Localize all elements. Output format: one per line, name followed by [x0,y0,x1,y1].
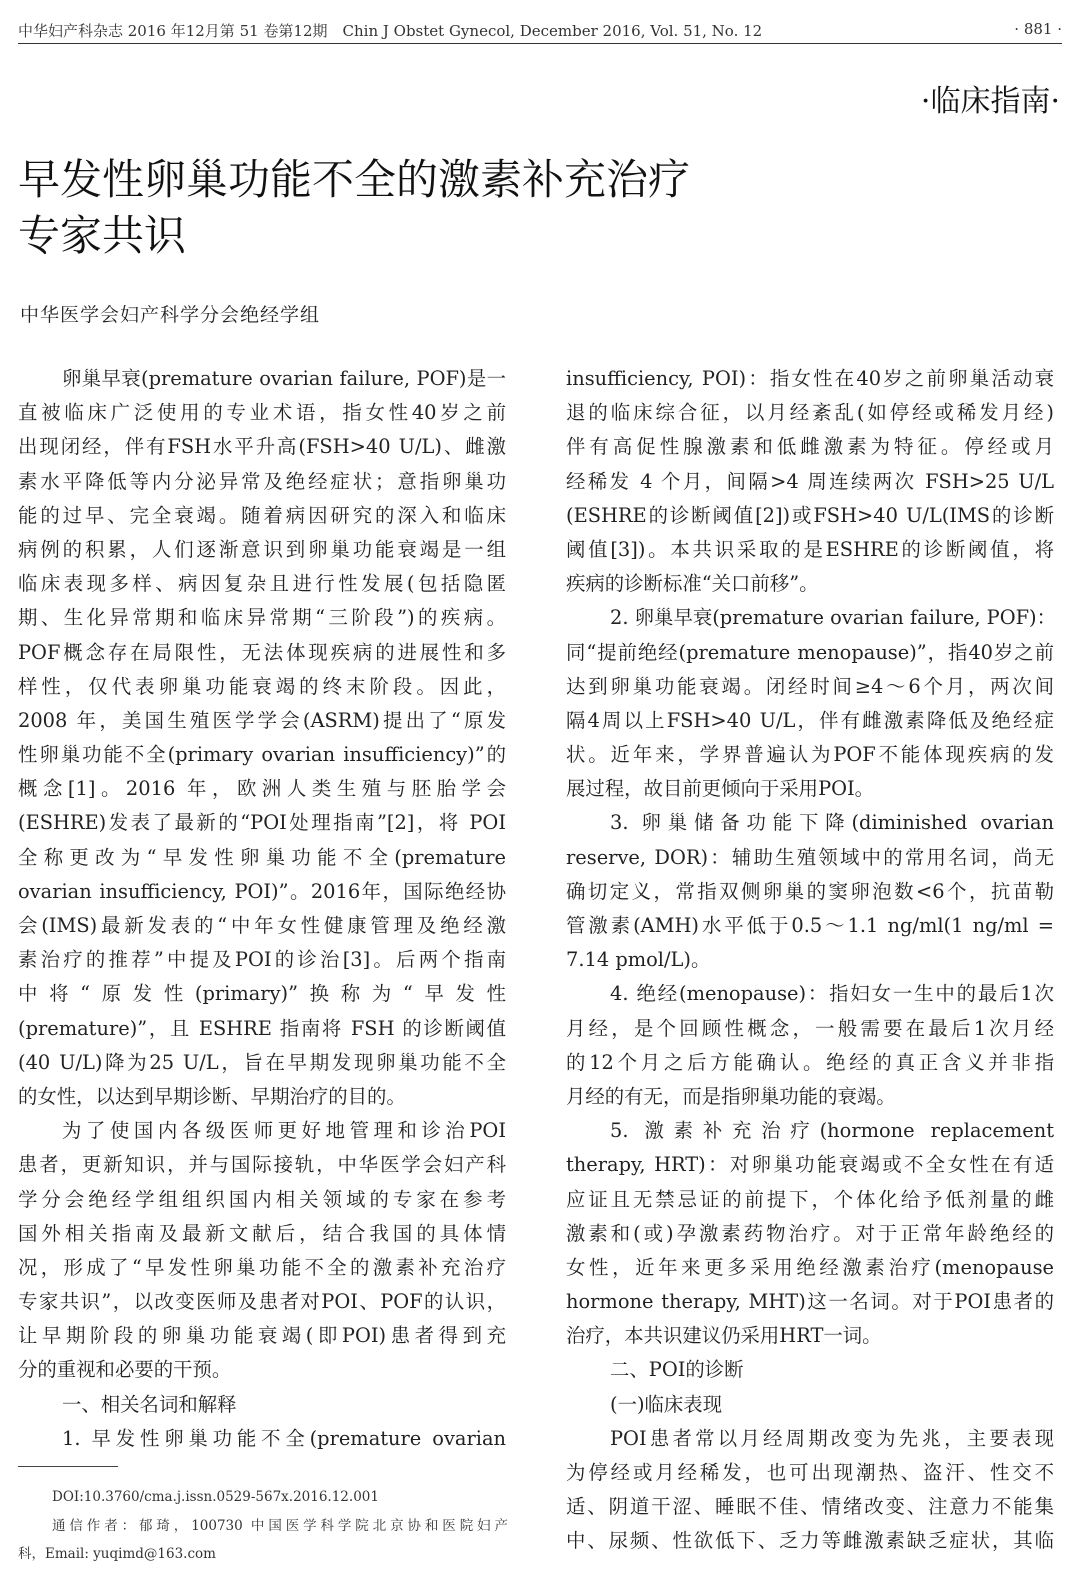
text-line: 全称更改为“早发性卵巢功能不全(premature [18,845,506,869]
text-line: 隔4周以上FSH>40 U/L，伴有雌激素降低及绝经症 [566,708,1054,732]
text-line: 退的临床综合征，以月经紊乱(如停经或稀发月经) [566,401,1054,425]
text-line: 学分会绝经学组组织国内相关领域的专家在参考 [18,1187,506,1211]
text-line: 展过程，故目前更倾向于采用POI。 [566,777,875,801]
section-tag: ·临床指南· [920,84,1060,119]
text-line: ovarian insufficiency, POI)”。2016年，国际绝经协 [18,879,506,903]
right-column [566,362,1057,1559]
text-line: 经稀发 4 个月，间隔>4 周连续两次 FSH>25 U/L [566,469,1054,493]
text-line: 2. 卵巢早衰(premature ovarian failure, POF)： [610,606,1057,630]
footnote-rule [18,1466,118,1467]
doi-footnote: DOI:10.3760/cma.j.issn.0529-567x.2016.12.001 [52,1489,379,1505]
text-line: 素水平降低等内分泌异常及绝经症状；意指卵巢功 [18,469,506,493]
text-line: 状。近年来，学界普遍认为POF不能体现疾病的发 [566,743,1054,767]
text-line: 4. 绝经(menopause)：指妇女一生中的最后1次 [610,982,1054,1006]
subsection-heading: (一)临床表现 [610,1392,723,1416]
text-line: (premature)”，且 ESHRE 指南将 FSH 的诊断阈值 [18,1016,506,1040]
left-column [18,362,506,1456]
corresponding-author-email: 科，Email: yuqimd@163.com [18,1546,216,1562]
text-line: 性卵巢功能不全(primary ovarian insufficiency)”的 [18,743,506,767]
text-line: POI患者常以月经周期改变为先兆，主要表现 [610,1426,1054,1450]
text-line: 为停经或月经稀发，也可出现潮热、盗汗、性交不 [566,1461,1054,1484]
text-line: 的12个月之后方能确认。绝经的真正含义并非指 [566,1050,1054,1074]
text-line: 出现闭经，伴有FSH水平升高(FSH>40 U/L)、雌激 [18,435,506,459]
text-line: (ESHRE)发表了最新的“POI处理指南”[2]，将 POI [18,811,506,835]
text-line: 达到卵巢功能衰竭。闭经时间≥4～6个月，两次间 [566,674,1054,698]
text-line: 月经，是个回顾性概念，一般需要在最后1次月经 [566,1016,1054,1040]
text-line: insufficiency, POI)：指女性在40岁之前卵巢活动衰 [566,367,1054,390]
text-line: 管激素(AMH)水平低于0.5～1.1 ng/ml(1 ng/ml = [566,914,1054,937]
text-line: 3. 卵巢储备功能下降(diminished ovarian [610,811,1054,835]
text-line: 卵巢早衰(premature ovarian failure, POF)是一 [62,367,506,390]
text-line: 让早期阶段的卵巢功能衰竭(即POI)患者得到充 [18,1324,506,1348]
author-line: 中华医学会妇产科学分会绝经学组 [20,304,321,326]
text-line: 治疗，本共识建议仍采用HRT一词。 [566,1324,882,1348]
text-line: 7.14 pmol/L)。 [566,948,711,972]
text-line: 伴有高促性腺激素和低雌激素为特征。停经或月 [566,435,1054,459]
text-line: 况，形成了“早发性卵巢功能不全的激素补充治疗 [18,1255,506,1279]
text-line: 期、生化异常期和临床异常期“三阶段”)的疾病。 [18,606,506,630]
text-line: 女性，近年来更多采用绝经激素治疗(menopause [566,1255,1054,1279]
text-line: 患者，更新知识，并与国际接轨，中华医学会妇产科 [18,1153,506,1177]
text-line: 概念[1]。2016 年，欧洲人类生殖与胚胎学会 [18,777,506,801]
title-line: 早发性卵巢功能不全的激素补充治疗 [18,155,691,204]
text-line: 中将“原发性(primary)”换称为“早发性 [18,982,506,1006]
text-line: 月经的有无，而是指卵巢功能的衰竭。 [566,1084,896,1108]
page-number: · 881 · [1014,20,1062,38]
text-line: reserve, DOR)：辅助生殖领域中的常用名词，尚无 [566,845,1054,869]
text-line: POF概念存在局限性，无法体现疾病的进展性和多 [18,640,506,664]
text-line: therapy, HRT)：对卵巢功能衰竭或不全女性在有适 [566,1153,1054,1177]
text-line: 分的重视和必要的干预。 [18,1358,232,1382]
text-line: 2008 年，美国生殖医学学会(ASRM)提出了“原发 [18,708,506,732]
text-line: 直被临床广泛使用的专业术语，指女性40岁之前 [18,401,506,425]
corresponding-author-footnote: 通信作者：郁琦，100730 中国医学科学院北京协和医院妇产 [52,1518,508,1534]
text-line: 5. 激素补充治疗(hormone replacement [610,1119,1054,1143]
running-header [18,18,1062,46]
header-rule [18,43,1062,44]
text-line: 为了使国内各级医师更好地管理和诊治POI [62,1119,506,1143]
text-line: 病例的积累，人们逐渐意识到卵巢功能衰竭是一组 [18,537,506,561]
journal-citation: 中华妇产科杂志 2016 年12月第 51 卷第12期 Chin J Obstet Gynecol, December 2016, Vol. 51, No. 12 [18,22,763,40]
text-line: 适、阴道干涩、睡眠不佳、情绪改变、注意力不能集 [566,1495,1054,1519]
text-line: 样性，仅代表卵巢功能衰竭的终末阶段。因此， [18,674,506,698]
text-line: 中、尿频、性欲低下、乏力等雌激素缺乏症状，其临 [566,1529,1054,1553]
text-line: 疾病的诊断标准“关口前移”。 [566,572,819,596]
text-line: 应证且无禁忌证的前提下，个体化给予低剂量的雌 [566,1187,1054,1211]
text-line: 的女性，以达到早期诊断、早期治疗的目的。 [18,1084,406,1108]
title-line: 专家共识 [18,211,187,260]
text-line: 阈值[3])。本共识采取的是ESHRE的诊断阈值，将 [566,537,1054,561]
section-heading: 二、POI的诊断 [610,1358,744,1382]
text-line: hormone therapy, MHT)这一名词。对于POI患者的 [566,1290,1054,1314]
text-line: 确切定义，常指双侧卵巢的窦卵泡数<6个，抗苗勒 [566,879,1054,903]
section-heading: 一、相关名词和解释 [62,1392,237,1416]
text-line: 激素和(或)孕激素药物治疗。对于正常年龄绝经的 [566,1221,1054,1245]
text-line: 国外相关指南及最新文献后，结合我国的具体情 [18,1221,506,1245]
text-line: 1. 早发性卵巢功能不全(premature ovarian [62,1426,506,1450]
text-line: (40 U/L)降为25 U/L，旨在早期发现卵巢功能不全 [18,1050,506,1074]
text-line: 专家共识”，以改变医师及患者对POI、POF的认识， [18,1290,506,1314]
text-line: 素治疗的推荐”中提及POI的诊治[3]。后两个指南 [18,948,506,972]
text-line: (ESHRE的诊断阈值[2])或FSH>40 U/L(IMS的诊断 [566,503,1054,527]
text-line: 会(IMS)最新发表的“中年女性健康管理及绝经激 [18,914,506,937]
text-line: 同“提前绝经(premature menopause)”，指40岁之前 [566,640,1054,664]
article-title [18,152,918,264]
text-line: 能的过早、完全衰竭。随着病因研究的深入和临床 [18,503,506,527]
text-line: 临床表现多样、病因复杂且进行性发展(包括隐匿 [18,572,506,596]
